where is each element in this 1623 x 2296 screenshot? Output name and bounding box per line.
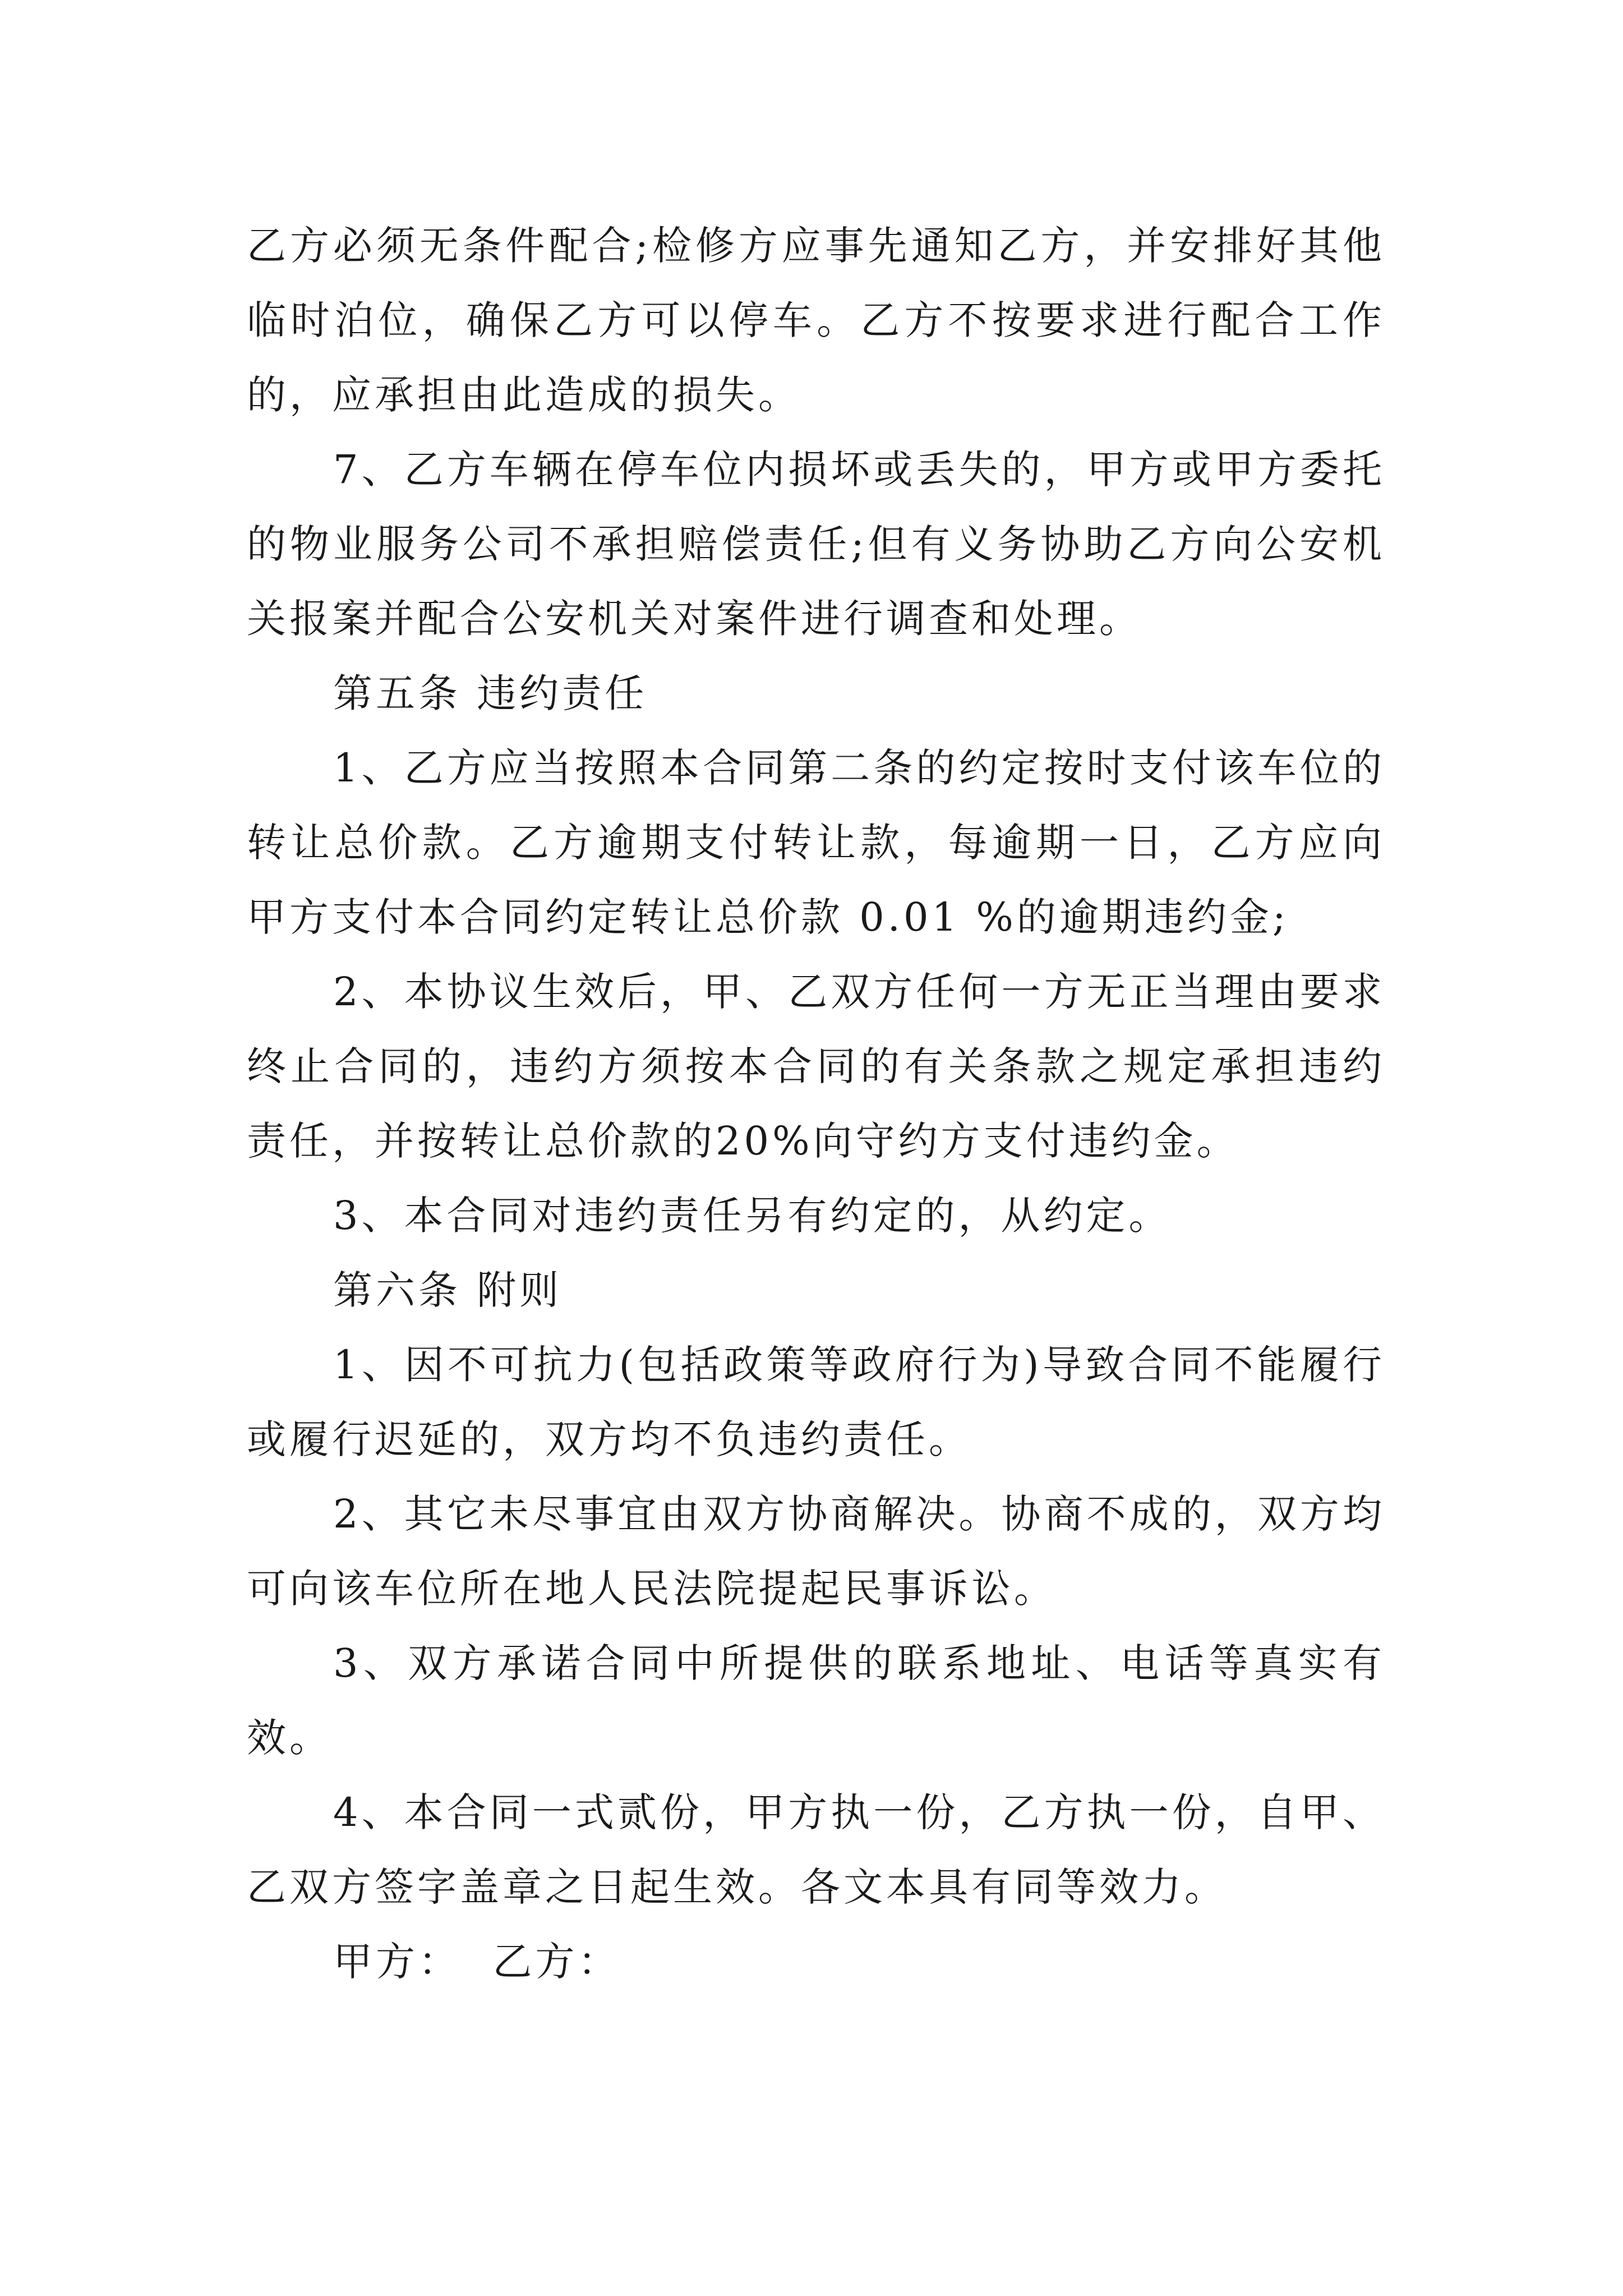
paragraph-article-6-clause-4: 4、本合同一式贰份，甲方执一份，乙方执一份，自甲、乙双方签字盖章之日起生效。各文本具有同等效力。	[247, 1789, 1385, 1910]
contract-body	[247, 209, 1385, 1999]
section-heading-article-6: 第六条 附则	[333, 1267, 562, 1313]
paragraph-article-5-clause-3: 3、本合同对违约责任另有约定的，从约定。	[333, 1193, 1172, 1239]
section-heading-article-5: 第五条 违约责任	[333, 670, 648, 716]
paragraph-continuation: 乙方必须无条件配合;检修方应事先通知乙方，并安排好其他临时泊位，确保乙方可以停车。乙方不按要求进行配合工作的，应承担由此造成的损失。	[247, 223, 1385, 418]
paragraph-article-5-clause-1: 1、乙方应当按照本合同第二条的约定按时支付该车位的转让总价款。乙方逾期支付转让款，每逾期一日，乙方应向甲方支付本合同约定转让总价款 0.01 %的逾期违约金;	[247, 745, 1385, 940]
paragraph-article-5-clause-2: 2、本协议生效后，甲、乙双方任何一方无正当理由要求终止合同的，违约方须按本合同的有关条款之规定承担违约责任，并按转让总价款的20%向守约方支付违约金。	[247, 969, 1385, 1164]
paragraph-clause-7: 7、乙方车辆在停车位内损坏或丢失的，甲方或甲方委托的物业服务公司不承担赔偿责任;但有义务协助乙方向公安机关报案并配合公安机关对案件进行调查和处理。	[247, 447, 1385, 642]
signature-line: 甲方： 乙方：	[333, 1939, 621, 1985]
paragraph-article-6-clause-3: 3、双方承诺合同中所提供的联系地址、电话等真实有效。	[247, 1640, 1385, 1761]
paragraph-article-6-clause-2: 2、其它未尽事宜由双方协商解决。协商不成的，双方均可向该车位所在地人民法院提起民事诉讼。	[247, 1491, 1385, 1612]
paragraph-article-6-clause-1: 1、因不可抗力(包括政策等政府行为)导致合同不能履行或履行迟延的，双方均不负违约责任。	[247, 1342, 1385, 1462]
